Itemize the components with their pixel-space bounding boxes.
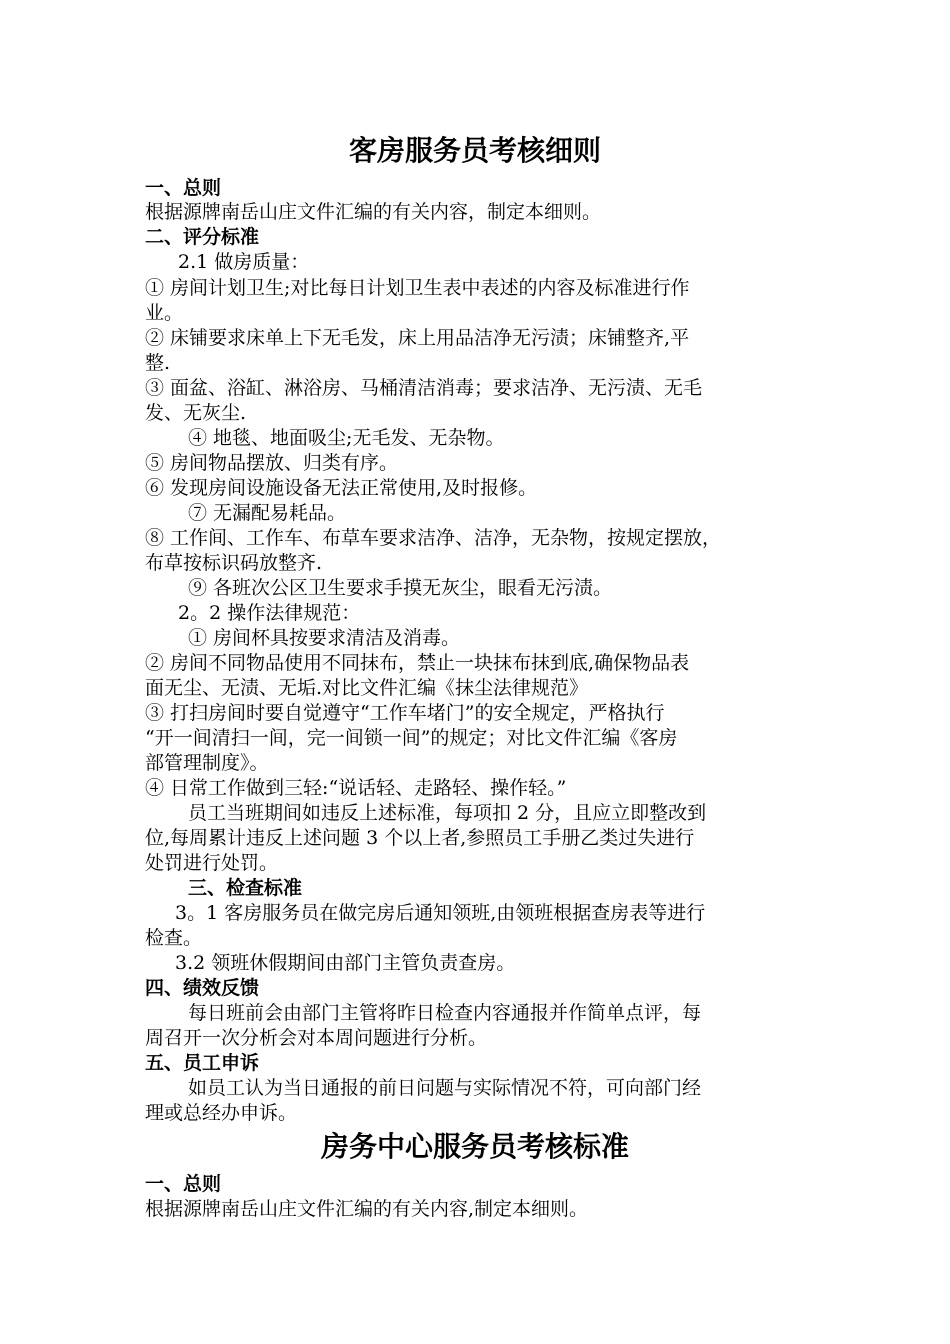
paragraph-line: 根据源牌南岳山庄文件汇编的有关内容，制定本细则。 [145, 201, 602, 223]
paragraph-line: 员工当班期间如违反上述标准，每项扣 2 分，且应立即整改到 [188, 802, 707, 824]
heading-feedback: 四、绩效反馈 [145, 977, 260, 999]
paragraph-line: 周召开一次分析会对本周问题进行分析。 [145, 1027, 488, 1049]
paragraph-line: 3。1 客房服务员在做完房后通知领班,由领班根据查房表等进行 [175, 902, 706, 924]
heading-appeal: 五、员工申诉 [145, 1052, 260, 1074]
paragraph-line: 如员工认为当日通报的前日问题与实际情况不符，可向部门经 [188, 1077, 702, 1099]
heading-inspection: 三、检查标准 [188, 877, 303, 899]
paragraph-line: 根据源牌南岳山庄文件汇编的有关内容,制定本细则。 [145, 1198, 589, 1220]
list-item: “开一间清扫一间，完一间锁一间”的规定；对比文件汇编《客房 [145, 727, 678, 749]
list-item: 部管理制度》。 [145, 752, 269, 774]
paragraph-line: 3.2 领班休假期间由部门主管负责查房。 [175, 952, 516, 974]
heading-general: 一、总则 [145, 1173, 222, 1195]
list-item: 整. [145, 352, 171, 374]
paragraph-line: 检查。 [145, 927, 203, 949]
heading-general: 一、总则 [145, 177, 222, 199]
list-item: ② 房间不同物品使用不同抹布，禁止一块抹布抹到底,确保物品表 [145, 652, 690, 674]
list-item: ③ 面盆、浴缸、淋浴房、马桶清洁消毒；要求洁净、无污渍、无毛 [145, 377, 703, 399]
list-item: ⑤ 房间物品摆放、归类有序。 [145, 452, 399, 474]
list-item: ⑧ 工作间、工作车、布草车要求洁净、洁净，无杂物，按规定摆放， [145, 527, 722, 549]
list-item: ① 房间计划卫生;对比每日计划卫生表中表述的内容及标准进行作 [145, 277, 690, 299]
paragraph-line: 理或总经办申诉。 [145, 1102, 298, 1124]
paragraph-line: 位,每周累计违反上述问题 3 个以上者,参照员工手册乙类过失进行 [145, 827, 695, 849]
paragraph-line: 每日班前会由部门主管将昨日检查内容通报并作简单点评，每 [188, 1002, 702, 1024]
subheading-line: 2。2 操作法律规范： [178, 602, 361, 624]
doc-title-1: 客房服务员考核细则 [348, 134, 601, 167]
list-item: 布草按标识码放整齐. [145, 552, 323, 574]
paragraph-line: 处罚进行处罚。 [145, 852, 279, 874]
list-item: ③ 打扫房间时要自觉遵守“工作车堵门”的安全规定，严格执行 [145, 702, 665, 724]
list-item: ⑦ 无漏配易耗品。 [188, 502, 347, 524]
subheading-line: 2.1 做房质量： [178, 251, 310, 273]
list-item: ② 床铺要求床单上下无毛发，床上用品洁净无污渍；床铺整齐,平 [145, 327, 690, 349]
list-item: ① 房间杯具按要求清洁及消毒。 [188, 627, 461, 649]
list-item: ⑨ 各班次公区卫生要求手摸无灰尘，眼看无污渍。 [188, 577, 613, 599]
doc-title-2: 房务中心服务员考核标准 [320, 1130, 629, 1163]
list-item: 业。 [145, 302, 184, 324]
list-item: 发、无灰尘. [145, 402, 247, 424]
list-item: ④ 地毯、地面吸尘;无毛发、无杂物。 [188, 427, 505, 449]
heading-scoring: 二、评分标准 [145, 226, 260, 248]
list-item: ④ 日常工作做到三轻:“说话轻、走路轻、操作轻。” [145, 777, 567, 799]
list-item: 面无尘、无渍、无垢.对比文件汇编《抹尘法律规范》 [145, 677, 589, 699]
list-item: ⑥ 发现房间设施设备无法正常使用,及时报修。 [145, 477, 538, 499]
